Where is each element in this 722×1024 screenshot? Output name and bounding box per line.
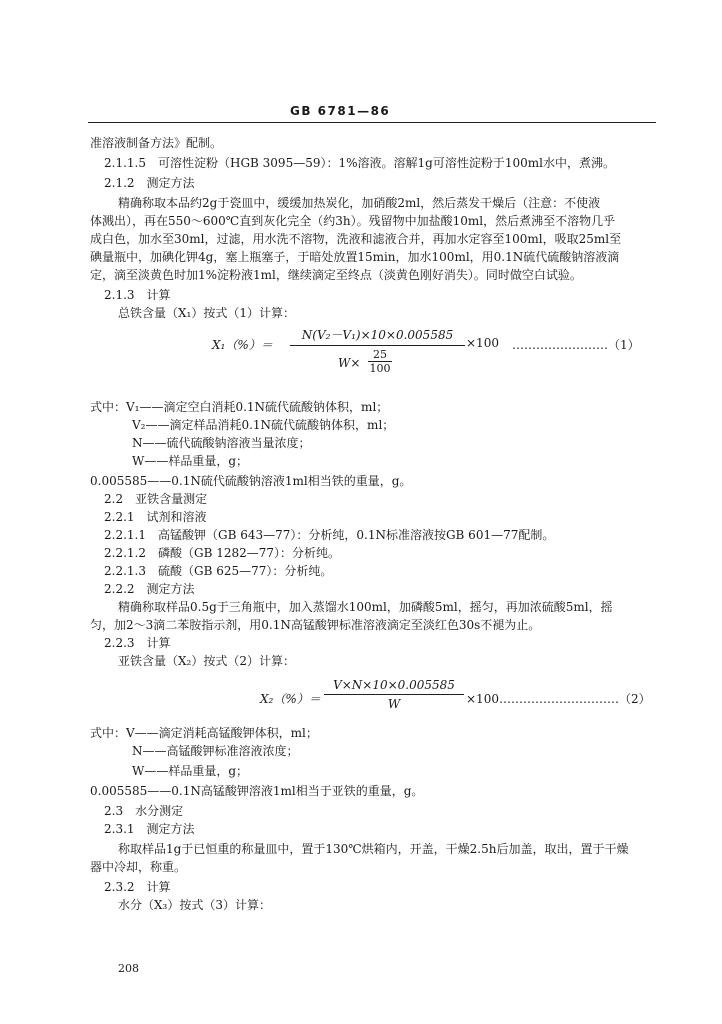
eq2-lhs: X₂（%）＝ (260, 692, 321, 706)
text-line: 精确称取本品约2g于瓷皿中，缓缓加热炭化，加硝酸2ml，然后蒸发干燥后（注意：不使液 (118, 196, 601, 210)
header-rule (88, 122, 656, 123)
text-line: 总铁含量（X₁）按式（1）计算： (118, 306, 295, 320)
where-line: 0.005585——0.1N硫代硫酸钠溶液1ml相当铁的重量，g。 (90, 474, 412, 488)
where-line: 0.005585——0.1N高锰酸钾溶液1ml相当于亚铁的重量，g。 (90, 784, 424, 798)
eq1-suffix: ×100 (466, 336, 499, 350)
clause-2-2-1-2: 2.2.1.2 磷酸（GB 1282—77）：分析纯。 (104, 546, 341, 560)
eq1-fraction (290, 326, 465, 380)
section-heading: 2.2.2 测定方法 (104, 582, 195, 596)
eq2-suffix: ×100…………………………（2） (466, 692, 651, 706)
page-number: 208 (118, 962, 139, 975)
where-line: N——硫代硫酸钠溶液当量浓度； (132, 436, 311, 450)
where-line: W——样品重量，g； (132, 454, 249, 468)
eq1-denominator (290, 348, 465, 380)
text-line: 成白色，加水至30ml，过滤，用水洗不溶物，洗液和滤液合并，再加水定容至100ml，吸取25ml至 (90, 232, 622, 246)
text-line: 亚铁含量（X₂）按式（2）计算： (118, 654, 295, 668)
text-line: 器中冷却，称重。 (90, 860, 187, 874)
text-line: 定，滴至淡黄色时加1%淀粉液1ml，继续滴定至终点（淡黄色刚好消失）。同时做空白试验。 (90, 268, 582, 282)
text-line: 体溅出），再在550～600℃直到灰化完全（约3h）。残留物中加盐酸10ml，然后煮沸至不溶物几乎 (90, 214, 616, 228)
section-heading: 2.3.2 计算 (104, 880, 171, 894)
eq1-den-frac-num: 25 (373, 348, 387, 361)
section-heading: 2.1.2 测定方法 (104, 176, 195, 190)
eq2-numerator: V×N×10×0.005585 (333, 678, 455, 692)
eq1-den-frac (368, 348, 392, 375)
eq1-fraction-bar (290, 345, 465, 346)
text-line: 碘量瓶中，加碘化钾4g，塞上瓶塞子，于暗处放置15min，加水100ml，用0.1N硫代硫酸钠溶液滴 (90, 250, 620, 264)
eq1-den-frac-den: 100 (369, 362, 391, 375)
section-heading: 2.1.3 计算 (104, 288, 171, 302)
eq1-lhs: X₁（%）＝ (212, 338, 273, 352)
where-line: 式中：V₁——滴定空白消耗0.1N硫代硫酸钠体积，ml； (90, 400, 389, 414)
where-line: V₂——滴定样品消耗0.1N硫代硫酸钠体积，ml； (132, 418, 395, 432)
clause-2-1-1-5: 2.1.1.5 可溶性淀粉（HGB 3095—59）：1%溶液。溶解1g可溶性淀粉于100ml水中，煮沸。 (104, 156, 615, 170)
standard-header: GB 6781—86 (290, 104, 391, 118)
eq2-fraction-bar (324, 694, 464, 695)
where-line: N——高锰酸钾标准溶液浓度； (132, 744, 299, 758)
section-heading: 2.3 水分测定 (104, 804, 184, 818)
section-heading: 2.2.3 计算 (104, 636, 171, 650)
clause-2-2-1-1: 2.2.1.1 高锰酸钾（GB 643—77）：分析纯，0.1N标准溶液按GB 601—77配制。 (104, 528, 555, 542)
section-heading: 2.2 亚铁含量测定 (104, 492, 208, 506)
text-line: 精确称取样品0.5g于三角瓶中，加入蒸馏水100ml，加磷酸5ml，摇匀，再加浓硫酸5ml，摇 (118, 600, 613, 614)
text-line: 称取样品1g于已恒重的称量皿中，置于130℃烘箱内，开盖，干燥2.5h后加盖，取出，置于干燥 (118, 842, 629, 856)
where-line: 式中：V——滴定消耗高锰酸钾体积，ml； (90, 726, 318, 740)
eq1-tag: ……………………（1） (512, 338, 640, 352)
clause-2-2-1-3: 2.2.1.3 硫酸（GB 625—77）：分析纯。 (104, 564, 333, 578)
eq1-den-prefix: W× (338, 356, 361, 370)
section-heading: 2.3.1 测定方法 (104, 822, 195, 836)
where-line: W——样品重量，g； (132, 764, 249, 778)
eq2-fraction (324, 678, 464, 711)
text-line: 匀，加2～3滴二苯胺指示剂，用0.1N高锰酸钾标准溶液滴定至淡红色30s不褪为止。 (90, 618, 541, 632)
eq1-numerator: N(V₂－V₁)×10×0.005585 (301, 328, 454, 342)
eq2-denominator: W (387, 697, 401, 711)
section-heading: 2.2.1 试剂和溶液 (104, 510, 207, 524)
text-line: 水分（X₃）按式（3）计算： (118, 898, 271, 912)
text-line: 准溶液制备方法》配制。 (90, 136, 223, 150)
